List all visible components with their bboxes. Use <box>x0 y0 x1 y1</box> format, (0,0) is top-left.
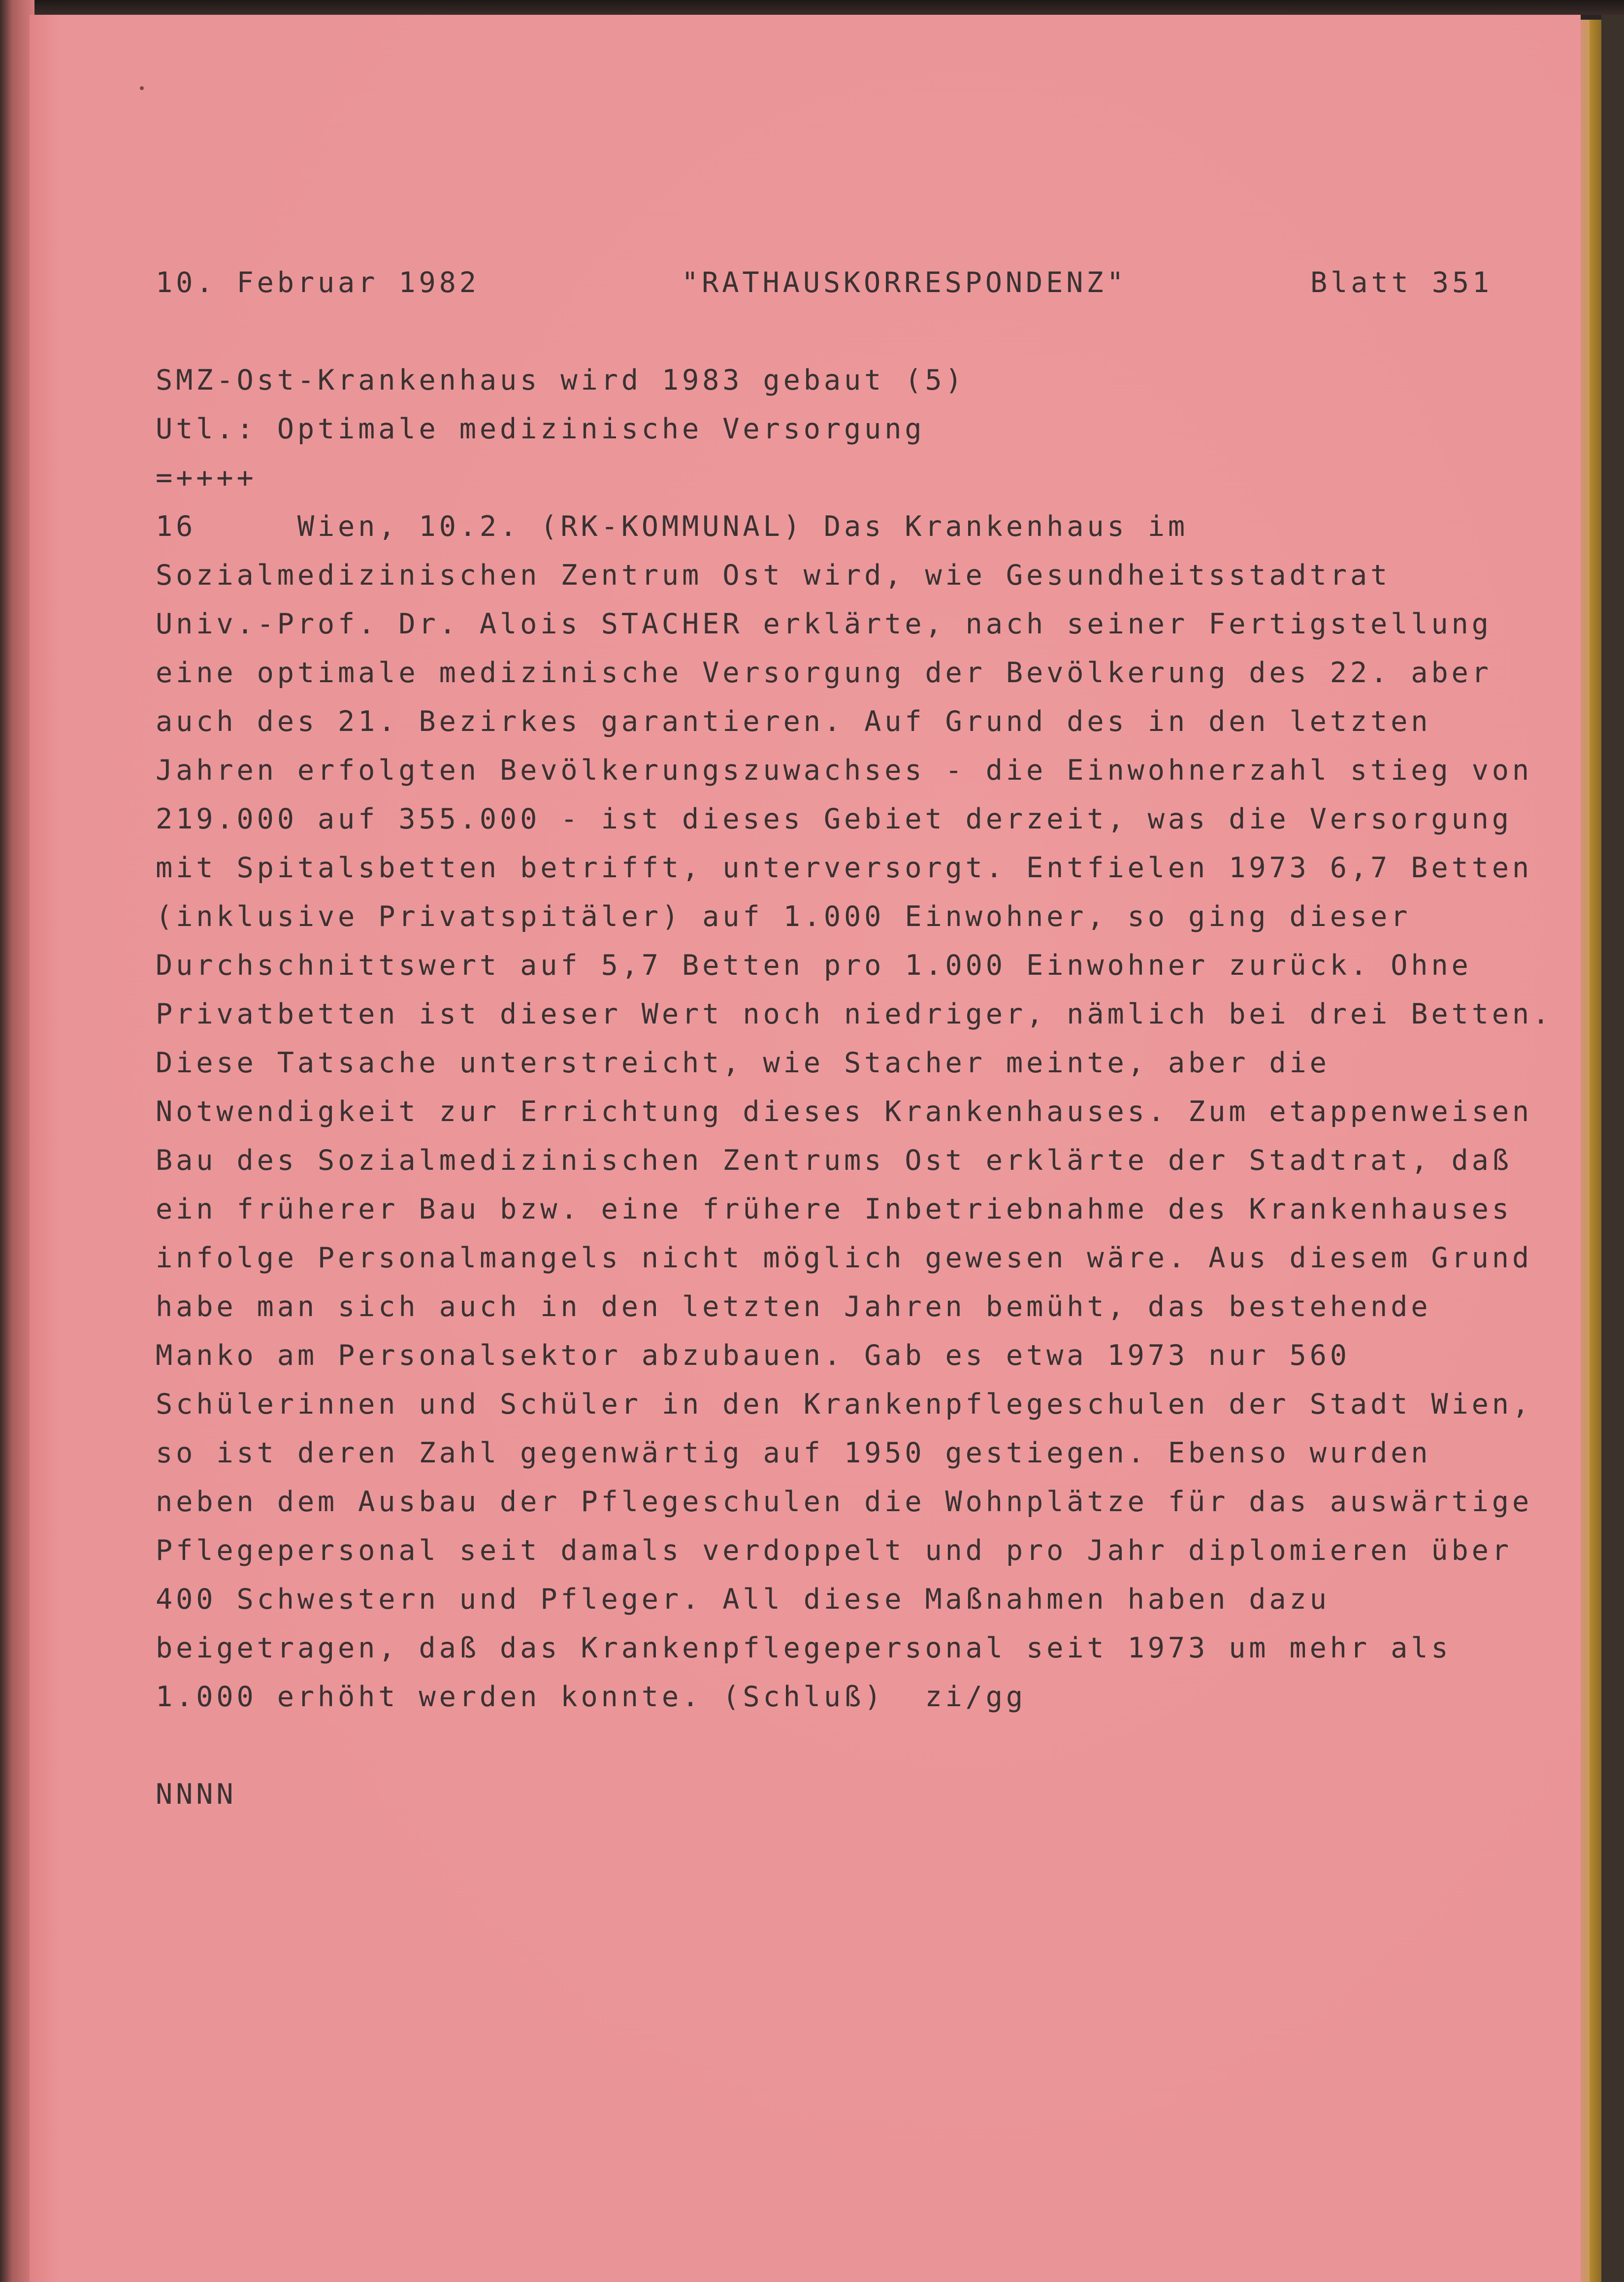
body-line: Pflegepersonal seit damals verdoppelt und pro Jahr diplomieren über <box>156 1534 1512 1567</box>
body-line: so ist deren Zahl gegenwärtig auf 1950 gestiegen. Ebenso wurden <box>156 1437 1431 1469</box>
body-line: 1.000 erhöht werden konnte. (Schluß) zi/gg <box>156 1681 1027 1713</box>
header-date: 10. Februar 1982 <box>156 266 480 299</box>
end-mark: NNNN <box>156 1778 237 1811</box>
body-line: ein früherer Bau bzw. eine frühere Inbetriebnahme des Krankenhauses <box>156 1193 1512 1225</box>
header-publication: "RATHAUSKORRESPONDENZ" <box>682 266 1127 299</box>
body-line: Privatbetten ist dieser Wert noch niedriger, nämlich bei drei Betten. <box>156 998 1553 1030</box>
body-line: Durchschnittswert auf 5,7 Betten pro 1.000 Einwohner zurück. Ohne <box>156 949 1472 982</box>
body-line: infolge Personalmangels nicht möglich gewesen wäre. Aus diesem Grund <box>156 1242 1532 1274</box>
body-line: Bau des Sozialmedizinischen Zentrums Ost erklärte der Stadtrat, daß <box>156 1144 1512 1177</box>
header-sheet-number: Blatt 351 <box>1310 266 1493 299</box>
body-line: eine optimale medizinische Versorgung der Bevölkerung des 22. aber <box>156 657 1492 689</box>
body-line: 16 Wien, 10.2. (RK-KOMMUNAL) Das Krankenhaus im <box>156 510 1188 543</box>
body-line: habe man sich auch in den letzten Jahren bemüht, das bestehende <box>156 1290 1431 1323</box>
scan-top-edge <box>0 0 1624 15</box>
paper-speck <box>140 86 144 90</box>
body-line: beigetragen, daß das Krankenpflegepersonal seit 1973 um mehr als <box>156 1632 1452 1664</box>
body-line: 400 Schwestern und Pfleger. All diese Maßnahmen haben dazu <box>156 1583 1330 1616</box>
body-line: Manko am Personalsektor abzubauen. Gab es etwa 1973 nur 560 <box>156 1339 1350 1372</box>
body-line: 219.000 auf 355.000 - ist dieses Gebiet derzeit, was die Versorgung <box>156 803 1512 835</box>
body-line: Sozialmedizinischen Zentrum Ost wird, wie Gesundheitsstadtrat <box>156 559 1391 592</box>
spacer <box>156 1721 1534 1770</box>
body-line: Notwendigkeit zur Errichtung dieses Krankenhauses. Zum etappenweisen <box>156 1095 1532 1128</box>
body-line: Univ.-Prof. Dr. Alois STACHER erklärte, nach seiner Fertigstellung <box>156 608 1492 640</box>
page-stack-edge <box>1581 20 1590 2282</box>
body-line: mit Spitalsbetten betrifft, unterversorgt. Entfielen 1973 6,7 Betten <box>156 852 1532 884</box>
scan-background <box>1601 15 1624 2282</box>
body-line: Jahren erfolgten Bevölkerungszuwachses - die Einwohnerzahl stieg von <box>156 754 1532 787</box>
article-body <box>156 502 1553 1721</box>
page-header <box>156 259 1534 307</box>
body-line: neben dem Ausbau der Pflegeschulen die Wohnplätze für das auswärtige <box>156 1486 1532 1518</box>
article-subtitle: Utl.: Optimale medizinische Versorgung <box>156 413 925 445</box>
cover-edge <box>1590 20 1601 2282</box>
body-line: Diese Tatsache unterstreicht, wie Stacher meinte, aber die <box>156 1047 1330 1079</box>
body-line: (inklusive Privatspitäler) auf 1.000 Einwohner, so ging dieser <box>156 900 1411 933</box>
article-headline: SMZ-Ost-Krankenhaus wird 1983 gebaut (5) <box>156 364 966 397</box>
press-release <box>156 259 1553 1819</box>
body-line: auch des 21. Bezirkes garantieren. Auf Grund des in den letzten <box>156 705 1431 738</box>
body-line: Schülerinnen und Schüler in den Krankenpflegeschulen der Stadt Wien, <box>156 1388 1532 1421</box>
article-separator: =++++ <box>156 462 257 494</box>
